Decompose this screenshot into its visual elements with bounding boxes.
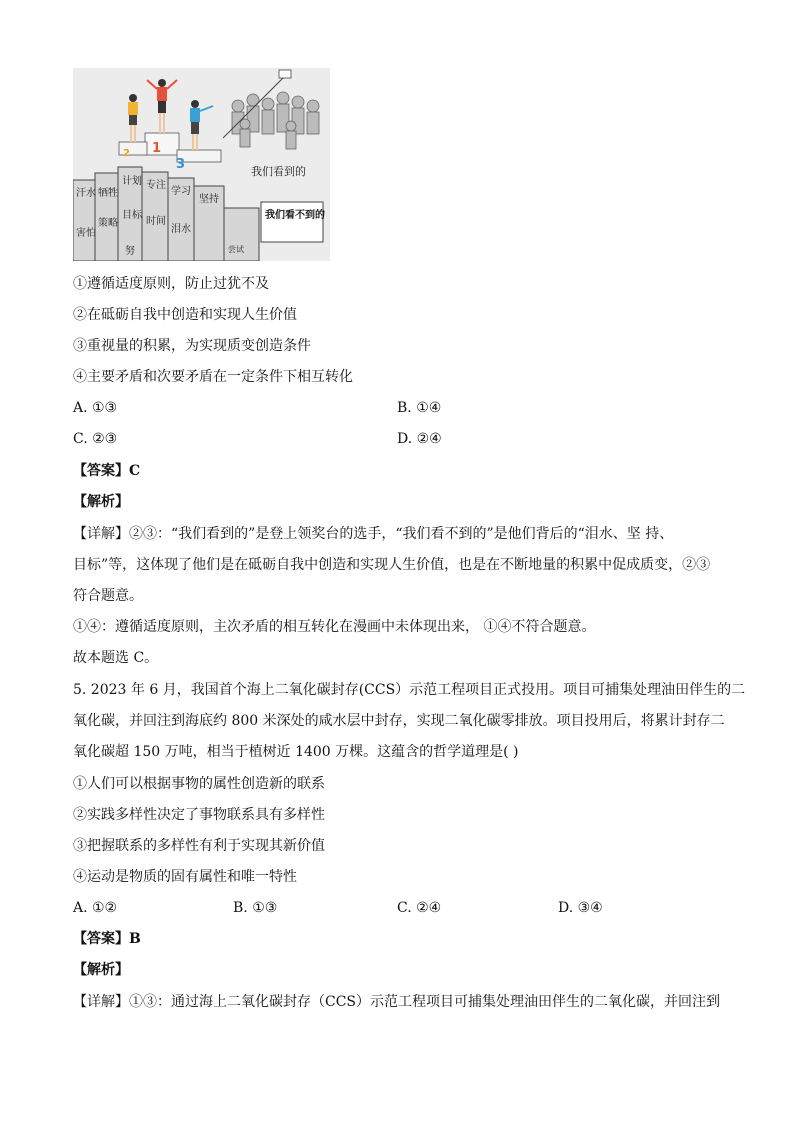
block-word-effort: 努 — [125, 246, 135, 257]
q4-statement-1: ①遵循适度原则，防止过犹不及 — [73, 276, 269, 292]
q5-statement-1: ①人们可以根据事物的属性创造新的联系 — [73, 776, 325, 792]
caption-seen: 我们看到的 — [251, 165, 306, 178]
q4-option-b: B. ①④ — [397, 400, 442, 416]
block-word-fear: 害怕 — [76, 228, 96, 239]
block-word-persist: 坚持 — [199, 194, 219, 205]
block-word-sweat: 汗水 — [76, 188, 96, 199]
block-word-focus: 专注 — [146, 180, 166, 191]
caption-unseen: 我们看不到的 — [265, 210, 325, 221]
podium-number-2: 2 — [123, 148, 130, 159]
cartoon-illustration — [73, 68, 330, 261]
q4-statement-3: ③重视量的积累，为实现质变创造条件 — [73, 338, 311, 354]
block-word-strategy: 策略 — [98, 218, 118, 229]
q4-statement-4: ④主要矛盾和次要矛盾在一定条件下相互转化 — [73, 369, 353, 385]
q5-detail-line-1: 【详解】①③：通过海上二氧化碳封存（CCS）示范工程项目可捕集处理油田伴生的二氧化碳，并回注到 — [73, 994, 721, 1010]
q5-stem-line-3: 氧化碳超 150 万吨，相当于植树近 1400 万棵。这蕴含的哲学道理是( ) — [73, 744, 519, 760]
podium-number-3: 3 — [176, 157, 186, 172]
q5-option-b: B. ①③ — [233, 900, 278, 916]
q4-analysis-label: 【解析】 — [73, 494, 129, 510]
q4-option-d: D. ②④ — [397, 431, 442, 447]
q5-analysis-label: 【解析】 — [73, 962, 129, 978]
q5-stem-line-2: 氧化碳，并回注到海底约 800 米深处的咸水层中封存，实现二氧化碳零排放。项目投用后，将累计封存二 — [73, 713, 725, 729]
block-word-study: 学习 — [171, 186, 191, 197]
q4-detail-line-3: 符合题意。 — [73, 588, 143, 604]
block-word-time: 时间 — [146, 216, 166, 227]
q4-option-c: C. ②③ — [73, 431, 118, 447]
q4-detail-line-2: 目标”等，这体现了他们是在砥砺自我中创造和实现人生价值，也是在不断地量的积累中促成质变，②③ — [73, 557, 711, 573]
q4-option-a: A. ①③ — [73, 400, 118, 416]
q5-answer: 【答案】B — [73, 931, 141, 947]
q5-statement-3: ③把握联系的多样性有利于实现其新价值 — [73, 838, 325, 854]
q5-statement-2: ②实践多样性决定了事物联系具有多样性 — [73, 807, 325, 823]
q5-option-a: A. ①② — [73, 900, 118, 916]
q4-detail-line-4: ①④：遵循适度原则，主次矛盾的相互转化在漫画中未体现出来， ①④不符合题意。 — [73, 619, 596, 635]
podium-number-1: 1 — [152, 141, 162, 156]
block-word-goal: 目标 — [122, 210, 142, 221]
q4-statement-2: ②在砥砺自我中创造和实现人生价值 — [73, 307, 297, 323]
block-word-tears: 泪水 — [171, 224, 191, 235]
q4-detail-line-1: 【详解】②③：“我们看到的”是登上领奖台的选手，“我们看不到的”是他们背后的“泪水、坚 持、 — [73, 526, 674, 542]
q4-detail-line-5: 故本题选 C。 — [73, 650, 159, 666]
block-word-sacrifice: 牺牲 — [98, 188, 118, 199]
q5-option-d: D. ③④ — [558, 900, 603, 916]
q5-stem-line-1: 5. 2023 年 6 月，我国首个海上二氧化碳封存(CCS）示范工程项目正式投用。项目可捕集处理油田伴生的二 — [73, 682, 746, 698]
block-word-try: 尝试 — [228, 245, 244, 254]
q5-option-c: C. ②④ — [397, 900, 442, 916]
q4-answer: 【答案】C — [73, 463, 141, 479]
q5-statement-4: ④运动是物质的固有属性和唯一特性 — [73, 869, 297, 885]
block-word-plan: 计划 — [122, 176, 142, 187]
